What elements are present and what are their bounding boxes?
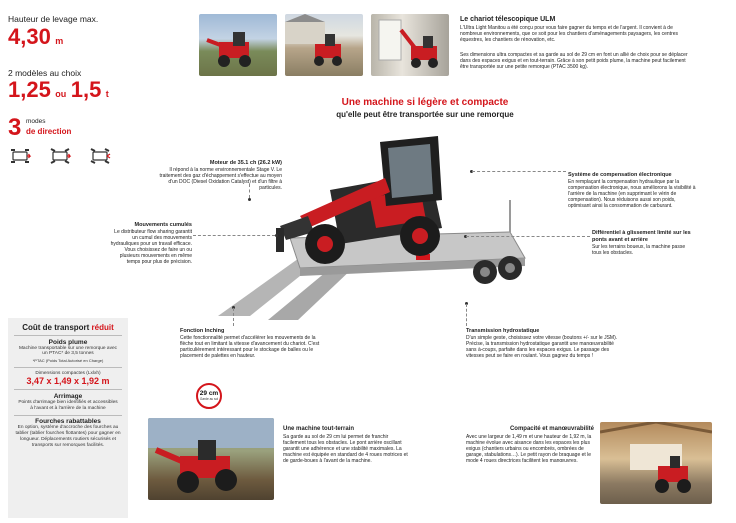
machine-on-trailer-illustration	[180, 120, 550, 325]
callout-motor-title: Moteur de 35.1 ch (26.2 kW)	[209, 160, 282, 166]
callout-compensation	[568, 172, 696, 209]
photo-barn-interior	[600, 422, 712, 504]
models-values	[8, 77, 109, 103]
cost-box-title-red: réduit	[91, 323, 114, 332]
leader-inching	[233, 308, 234, 326]
photo-off-road	[148, 418, 274, 500]
ground-clearance-value: 29 cm	[199, 390, 219, 397]
compact-section	[466, 426, 594, 464]
photo-field-loader	[199, 14, 277, 76]
leader-movements	[193, 235, 275, 236]
cost-box-title	[8, 323, 128, 332]
leader-compensation	[472, 171, 566, 172]
tie-down-title: Arrimage	[53, 392, 83, 400]
callout-movements	[110, 222, 192, 265]
model-or-word: ou	[55, 89, 67, 99]
ptac-note: *PTAC (Poids Total Autorisé en Charge)	[32, 358, 104, 364]
lift-height-label: Hauteur de levage max.	[8, 14, 99, 24]
headline-line-2: qu'elle peut être transportée sur une remorque	[336, 110, 514, 119]
offroad-title: Une machine tout-terrain	[283, 426, 355, 432]
callout-movements-title: Mouvements cumulés	[134, 222, 192, 228]
callout-dot-movements	[275, 234, 278, 237]
ulm-paragraph-1: L'Ultra Light Manitou a été conçu pour vous faire gagner du temps et de l'argent. Il convient à de nombreux environnements, que ce soit pour les chantiers d'aménagements paysagers, les centres équestres, les chantiers de rénovation, etc.	[460, 25, 679, 43]
ground-clearance-label: Garde au sol	[199, 397, 219, 401]
callout-motor	[152, 160, 282, 191]
callout-inching-title: Fonction Inching	[180, 328, 225, 334]
steering-diagram-icon	[10, 148, 120, 166]
model-unit: t	[105, 89, 109, 99]
dimensions-value: 3,47 x 1,49 x 1,92 m	[26, 376, 110, 387]
ulm-paragraph-2: Ses dimensions ultra compactes et sa garde au sol de 29 cm en font un allié de choix pour se déplacer dans des espaces exigus et en tout-terrain. Grâce à son petit poids plume, la machine peut facilement être transportée sur une petite remorque (PTAC 3500 kg).	[460, 52, 688, 70]
leader-differential	[466, 236, 590, 237]
lift-height-number: 4,30	[8, 24, 51, 49]
callout-dot-motor	[248, 198, 251, 201]
model-b-capacity: 1,5	[70, 77, 102, 102]
compact-title: Compacité et manœuvrabilité	[509, 426, 594, 432]
leader-transmission	[466, 304, 467, 326]
lift-height-value	[8, 24, 63, 50]
cost-box-title-text: Coût de transport	[22, 323, 90, 332]
lightweight-title: Poids plume	[48, 338, 88, 346]
ground-clearance-badge	[196, 383, 222, 409]
steering-mode-icons	[10, 148, 120, 166]
telehandler-photo-1	[199, 14, 277, 76]
telehandler-photo-3	[371, 14, 449, 76]
callout-compensation-text: En remplaçant la compensation hydraulique par la compensation électronique, nous améliorons la visibilité à l'arrière de la machine (en supprimant le vérin de compensation). Nous réduisons aussi son poids, optimisant ainsi la consommation de carburant.	[568, 179, 696, 209]
callout-inching	[180, 328, 330, 359]
telehandler-photo-5	[600, 422, 712, 504]
callout-motor-text: Il répond à la norme environnementale Stage V. Le traitement des gaz d'échappement s'effectue au moyen d'un DOC (Diesel Oxidation Catalyst) et d'un filtre à particules.	[159, 167, 282, 191]
lift-height-unit: m	[55, 36, 64, 46]
cost-box-separator	[14, 367, 122, 368]
callout-differential-text: Sur les terrains boueux, la machine passe tous les obstacles.	[592, 244, 686, 256]
tie-down-text: Points d'arrimage bien identifiés et accessibles à l'avant et à l'arrière de la machine	[18, 399, 118, 411]
callout-movements-text: Le distributeur flow sharing garantit un cumul des mouvements hydrauliques pour un travail efficace. Vous choisissez de faire un ou plusieurs mouvements en même temps pour plus de précision.	[110, 229, 192, 265]
ulm-title: Le chariot télescopique ULM	[460, 16, 556, 23]
folding-forks-text: En option, système d'accroche des fourches au tablier (tablier fourches flottantes) pour gagner en longueur. Déplacements routiers sécurisés et transports sur remorques facilités.	[15, 425, 121, 448]
steering-modes-label-1: modes	[26, 118, 46, 125]
callout-differential	[592, 230, 694, 256]
callout-inching-text: Cette fonctionnalité permet d'accélérer les mouvements de la flèche tout en limitant la vitesse d'avancement du chariot. C'est particulièrement intéressant pour le stockage de balles ou le placement de palettes en hauteur.	[180, 335, 320, 359]
steering-modes-number: 3	[8, 114, 22, 141]
offroad-section	[283, 426, 408, 464]
lightweight-text: Machine transportable sur une remorque avec un PTAC* de 3,5 tonnes	[18, 345, 118, 357]
telehandler-photo-2	[285, 14, 363, 76]
folding-forks-title: Fourches rabattables	[35, 418, 101, 426]
callout-transmission-text: D'un simple geste, choisissez votre vitesse (boutons +/- sur le JSM). Précise, la transmission hydrostatique garantit une manœuvrabilité sans à-coups, parfaite dans les espaces exigus. Le passage des vitesses peut se faire en roulant. Vous gagnez du temps !	[466, 335, 618, 359]
callout-transmission-title: Transmission hydrostatique	[466, 328, 540, 334]
callout-transmission	[466, 328, 618, 359]
cost-box-separator	[14, 335, 122, 336]
model-a-capacity: 1,25	[8, 77, 51, 102]
cost-box-separator	[14, 415, 122, 416]
telehandler-trailer-graphic	[180, 120, 550, 325]
callout-differential-title: Différentiel à glissement limité sur les ponts avant et arrière	[592, 230, 691, 243]
models-label: 2 modèles au choix	[8, 68, 82, 78]
photo-renovation-site	[371, 14, 449, 76]
offroad-text: Sa garde au sol de 29 cm lui permet de franchir facilement tous les obstacles. Le pont arrière oscillant garantit une adhérence et une stabilité maximales. La machine est équipée en standard de 4 roues motrices et de garde-boues à l'avant de la machine.	[283, 434, 408, 464]
steering-modes-label-2: de direction	[26, 127, 72, 136]
photo-house-garden	[285, 14, 363, 76]
telehandler-photo-4	[148, 418, 274, 500]
cost-box-separator	[14, 389, 122, 390]
transport-cost-box	[8, 318, 128, 518]
dimensions-label: Dimensions compactes (Lxlxh)	[35, 370, 101, 376]
callout-compensation-title: Système de compensation électronique	[568, 172, 672, 178]
compact-text: Avec une largeur de 1,49 m et une hauteur de 1,92 m, la machine évolue avec aisance dans les espaces les plus exigus (chantiers urbains ou encombrés, ombrées de garage, stabulations…). Le petit rayon de braquage et le mode 4 roues directrices facilitent les manœuvres.	[466, 434, 592, 464]
headline-line-1: Une machine si légère et compacte	[341, 97, 509, 108]
